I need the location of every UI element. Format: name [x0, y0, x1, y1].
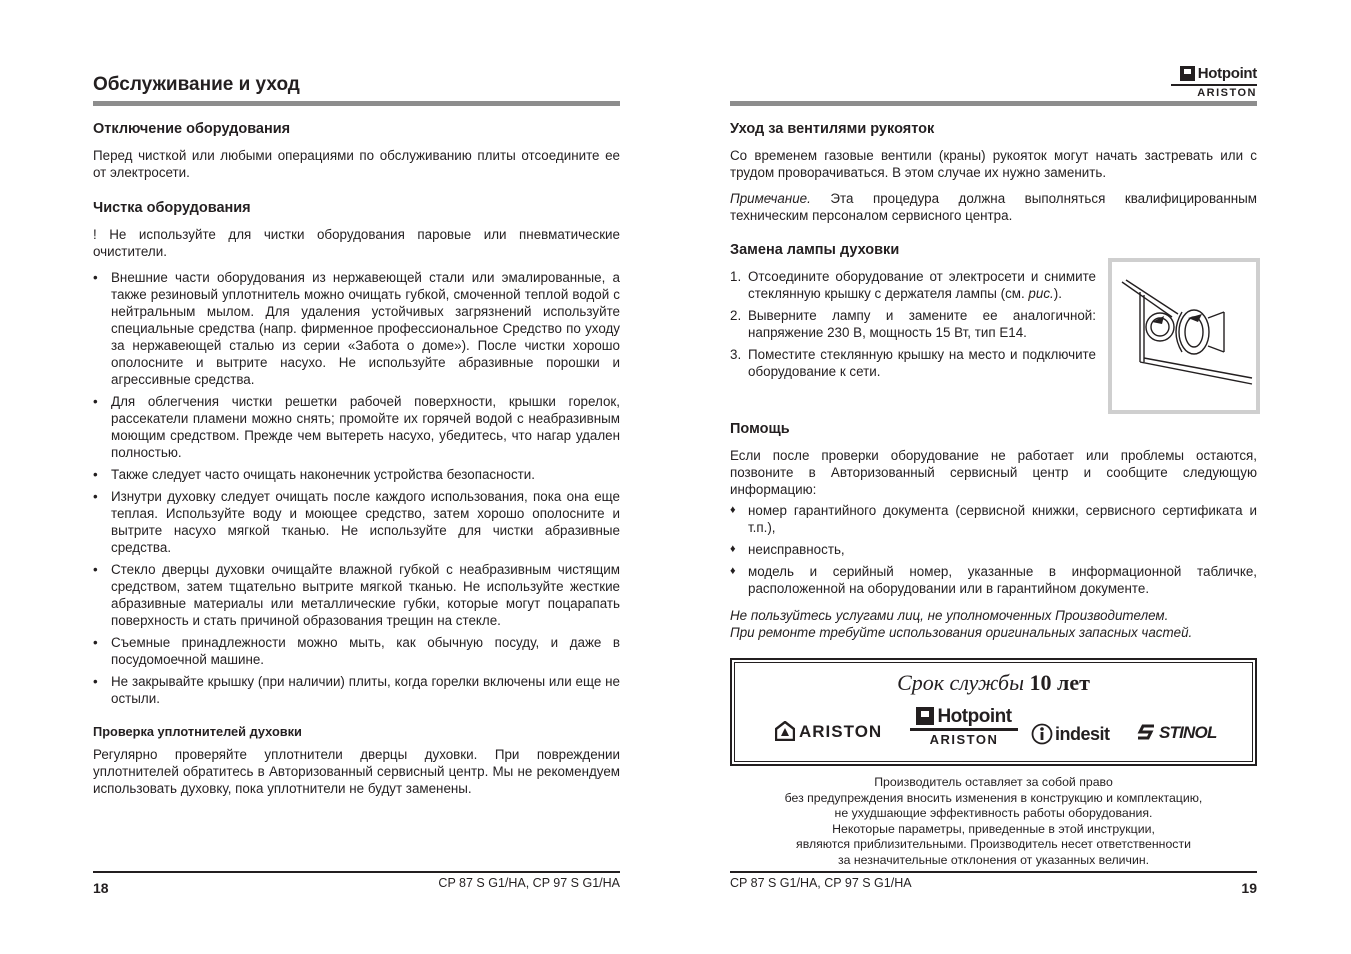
- bullet-icon: •: [93, 562, 98, 577]
- diamond-bullet-icon: ♦: [730, 504, 736, 516]
- list-item: [93, 673, 620, 707]
- list-item: [93, 561, 620, 629]
- footer-rule: [93, 871, 620, 873]
- model-label: CP 87 S G1/HA, CP 97 S G1/HA: [730, 876, 912, 890]
- section-heading-seals: Проверка уплотнителей духовки: [93, 724, 302, 739]
- left-content: [93, 120, 620, 806]
- list-item-text: Внешние части оборудования из нержавеющей стали или эмалированные, а также резиновый уплотнитель можно очищать губкой, смоченной теплой водой с нейтральным мылом. Для удаления устойчивых загрязнений используйте специальные средства (напр. фирменное профессиональное Средство по уходу за нержавеющей сталью из серии «Забота о доме»). После чистки хорошо ополосните и вытрите насухо. Не используйте абразивные порошки и агрессивные средства.: [111, 270, 620, 387]
- list-item-text: Для облегчения чистки решетки рабочей поверхности, крышки горелок, рассекатели пламени можно снять; промойте их горячей водой с неабразивным моющим средством. Прежде чем вытереть насухо, убедитесь, что нагар удален полностью.: [111, 394, 620, 460]
- valves-text: Со временем газовые вентили (краны) рукояток могут начать застревать или с трудом проворачиваться. В этом случае их нужно заменить.: [730, 148, 1257, 180]
- help-text: Если после проверки оборудование не работает или проблемы остаются, позвоните в Авторизованный сервисный центр и сообщите следующую информацию:: [730, 448, 1257, 497]
- ariston-wordmark: ARISTON: [1197, 87, 1257, 99]
- right-content: [730, 120, 1257, 868]
- list-item: [93, 466, 620, 483]
- seals-text: Регулярно проверяйте уплотнители дверцы духовки. При повреждении уплотнителей обратитесь в Авторизованный сервисный центр. Мы не рекомендуем использовать духовку, пока уплотнители не будут заменены.: [93, 747, 620, 796]
- bullet-icon: •: [93, 674, 98, 689]
- list-item-text: Стекло дверцы духовки очищайте влажной губкой с неабразивным чистящим средством, затем тщательно вытрите мягкой тканью. Не используйте жесткие абразивные материалы или металлические губки, которые могут поцарапать поверхность и стать причиной образования трещин на стекле.: [111, 562, 620, 628]
- list-item: [93, 269, 620, 388]
- page-number: 19: [1241, 880, 1257, 896]
- hotpoint-mark-icon: [916, 707, 934, 725]
- section-heading-cleaning: Чистка оборудования: [93, 200, 251, 216]
- footer-rule: [730, 871, 1257, 873]
- service-life-box: [730, 658, 1257, 766]
- bullet-icon: •: [93, 270, 98, 285]
- section-heading-valves: Уход за вентилями рукояток: [730, 121, 935, 137]
- header-rule: [93, 101, 620, 106]
- help-list: [730, 502, 1257, 597]
- ariston-logo: ARISTON: [775, 721, 882, 741]
- ariston-house-icon: [775, 721, 795, 741]
- hotpoint-logo: Hotpoint ARISTON: [910, 707, 1018, 749]
- list-item-text: Также следует часто очищать наконечник устройства безопасности.: [111, 467, 535, 482]
- list-item: 1. Отсоедините оборудование от электросети и снимите стеклянную крышку с держателя лампы (см. рис.).: [730, 269, 1096, 301]
- section-heading-disconnect: Отключение оборудования: [93, 121, 291, 137]
- model-label: CP 87 S G1/HA, CP 97 S G1/HA: [438, 876, 620, 890]
- note-text: Эта процедура должна выполняться квалифицированным техническим персоналом сервисного центра.: [730, 191, 1257, 223]
- note-label: Примечание.: [730, 191, 811, 206]
- service-life-title: Срок службы 10 лет: [897, 670, 1090, 695]
- section-heading-help: Помощь: [730, 421, 790, 437]
- bullet-icon: •: [93, 489, 98, 504]
- list-item: ♦ неисправность,: [730, 542, 845, 557]
- list-item-text: Изнутри духовку следует очищать после каждого использования, пока она еще теплая. Используйте воду и моющее средство, затем хорошо ополосните и вытрите насухо мягкой тканью. Не используйте для чистки абразивные средства.: [111, 489, 620, 555]
- list-item: ♦ модель и серийный номер, указанные в информационной табличке, расположенной на оборудовании или в гарантийном документе.: [730, 564, 1257, 596]
- list-item: [93, 634, 620, 668]
- page-title: Обслуживание и уход: [93, 74, 300, 95]
- page-number: 18: [93, 880, 109, 896]
- cleaning-list: [93, 269, 620, 707]
- disconnect-text: Перед чисткой или любыми операциями по обслуживанию плиты отсоедините ее от электросети.: [93, 148, 620, 180]
- stinol-s-icon: [1137, 723, 1157, 741]
- manufacturer-notice: Производитель оставляет за собой право без предупреждения вносить изменения в конструкцию и комплектацию, не ухудшающие эффективность работы оборудования. Некоторые параметры, приведенные в этой инструкции, являются приблизительными. Производитель несет ответственности за незначительные отклонения от указанных величин.: [784, 775, 1203, 867]
- bullet-icon: •: [93, 394, 98, 409]
- lamp-steps: [730, 268, 1257, 380]
- list-item: 3. Поместите стеклянную крышку на место и подключите оборудование к сети.: [730, 347, 1096, 379]
- indesit-logo: indesit: [1031, 723, 1110, 745]
- hotpoint-wordmark: Hotpoint: [1197, 64, 1257, 82]
- list-item-text: Не закрывайте крышку (при наличии) плиты, когда горелки включены или еще не остыли.: [111, 674, 620, 706]
- list-item: ♦ номер гарантийного документа (сервисной книжки, сервисного сертификата и т.п.),: [730, 503, 1257, 535]
- bullet-icon: •: [93, 467, 98, 482]
- header-rule: [730, 101, 1257, 106]
- stinol-logo: STINOL: [1137, 723, 1217, 741]
- list-item-text: Съемные принадлежности можно мыть, как обычную посуду, и даже в посудомоечной машине.: [111, 635, 620, 667]
- list-item: 2. Выверните лампу и замените ее аналогичной: напряжение 230 В, мощность 15 Вт, тип Е14.: [730, 308, 1096, 340]
- help-warning-2: При ремонте требуйте использования оригинальных запасных частей.: [730, 625, 1193, 640]
- hotpoint-mark-icon: [1180, 66, 1195, 81]
- bullet-icon: •: [93, 635, 98, 650]
- section-heading-lamp: Замена лампы духовки: [730, 242, 900, 258]
- list-item: [93, 393, 620, 461]
- indesit-i-icon: [1031, 723, 1053, 745]
- diamond-bullet-icon: ♦: [730, 543, 736, 555]
- hotpoint-ariston-logo: [1171, 63, 1257, 101]
- cleaning-warning: ! Не используйте для чистки оборудования паровые или пневматические очистители.: [93, 227, 620, 259]
- list-item: [93, 488, 620, 556]
- help-warning-1: Не пользуйтесь услугами лиц, не уполномоченных Производителем.: [730, 608, 1169, 623]
- valves-note: [730, 190, 1257, 224]
- diamond-bullet-icon: ♦: [730, 565, 736, 577]
